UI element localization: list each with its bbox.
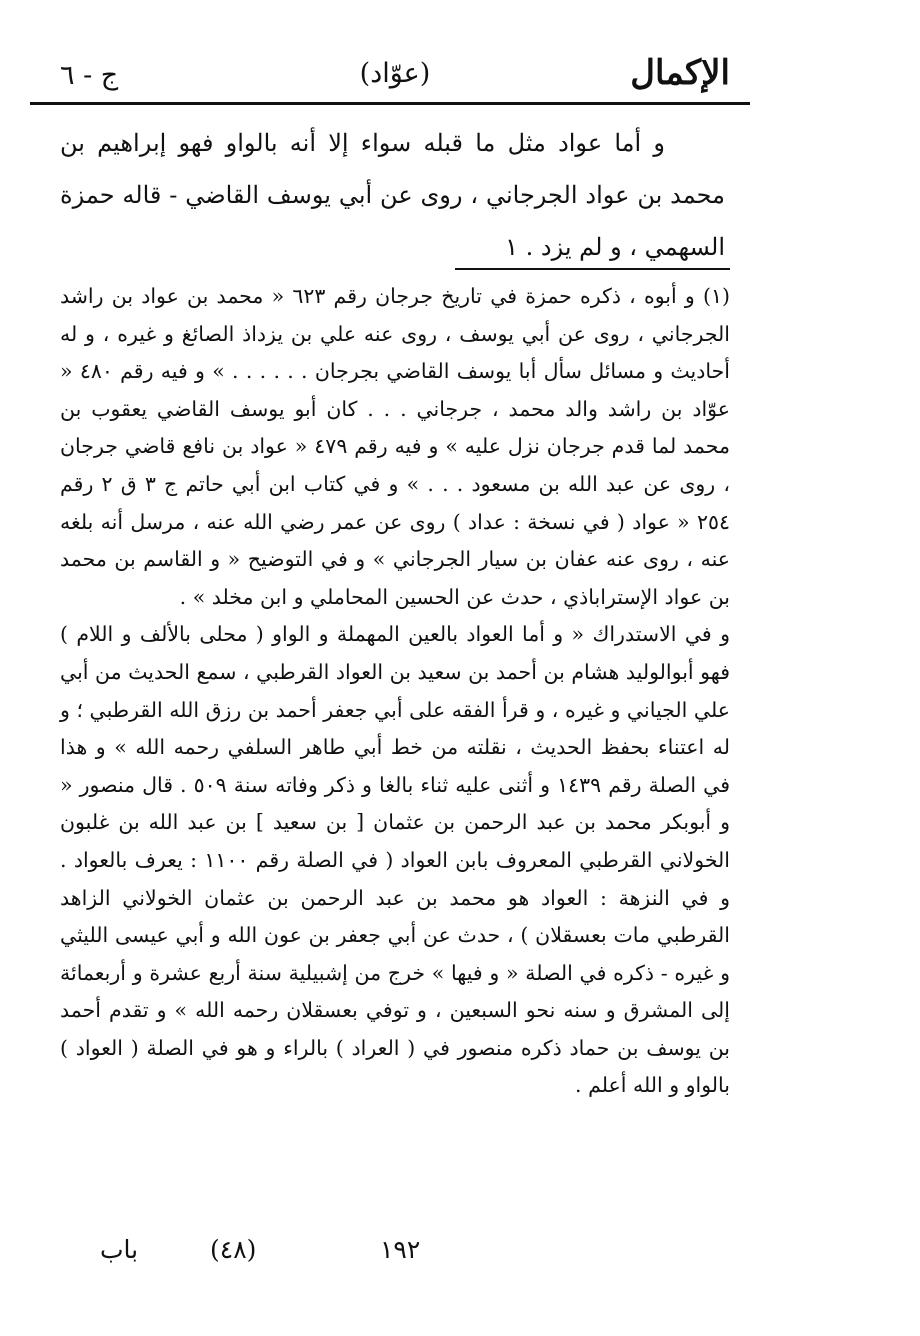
running-header — [60, 48, 730, 98]
main-text — [60, 117, 725, 273]
page-footer — [60, 1230, 730, 1270]
header-rule — [30, 102, 750, 105]
footnote-paragraph: (١) و أبوه ، ذكره حمزة في تاريخ جرجان رقم ٦٢٣ « محمد بن عواد بن راشد الجرجاني ، روى عن أبي يوسف ، روى عنه علي بن يزداذ الصائغ و غيره ، و له أحاديث و مسائل سأل أبا يوسف القاضي بجرجان . . . . . . » و فيه رقم ٤٨٠ « عوّاد بن راشد والد محمد ، جرجاني . . . كان أبو يوسف القاضي يعقوب بن محمد لما قدم جرجان نزل عليه » و فيه رقم ٤٧٩ « عواد بن نافع قاضي جرجان ، روى عن عبد الله بن مسعود . . . » و في كتاب ابن أبي حاتم ج ٣ ق ٢ رقم ٢٥٤ « عواد ( في نسخة : عداد ) روى عن عمر رضي الله عنه ، مرسل أنه بلغه عنه ، روى عنه عفان بن سيار الجرجاني » و في التوضيح « و القاسم بن محمد بن عواد الإستراباذي ، حدث عن الحسين المحاملي و ابن مخلد » . — [60, 284, 730, 609]
main-paragraph: و أما عواد مثل ما قبله سواء إلا أنه بالواو فهو إبراهيم بن محمد بن عواد الجرجاني ، روى عن أبي يوسف القاضي - قاله حمزة السهمي ، و لم يزد . ١ — [60, 129, 725, 261]
page-number: ١٩٢ — [380, 1235, 421, 1264]
entry-heading: (عوّاد) — [359, 58, 431, 89]
signature-mark: (٤٨) — [210, 1235, 257, 1264]
footnote-paragraph: و في الاستدراك « و أما العواد بالعين المهملة و الواو ( محلى بالألف و اللام ) فهو أبوالوليد هشام بن أحمد بن سعيد بن العواد القرطبي ، سمع الحديث من أبي علي الجياني و غيره ، و قرأ الفقه على أبي جعفر أحمد بن رزق الله القرطبي ؛ و له اعتناء بحفظ الحديث ، نقلته من خط أبي طاهر السلفي رحمه الله » و هذا في الصلة رقم ١٤٣٩ و أثنى عليه ثناء بالغا و ذكر وفاته سنة ٥٠٩ . قال منصور « و أبوبكر محمد بن عبد الرحمن بن عثمان [ بن سعيد ] بن عبد الله بن غلبون الخولاني القرطبي المعروف بابن العواد ( في الصلة رقم ١١٠٠ : يعرف بالعواد . و في النزهة : العواد هو محمد بن عبد الرحمن بن عثمان الخولاني الزاهد القرطبي مات بعسقلان ) ، حدث عن أبي جعفر بن عون الله و أبي عيسى الليثي و غيره - ذكره في الصلة « و فيها » خرج من إشبيلية سنة أربع عشرة و أربعمائة إلى المشرق و سنه نحو السبعين ، و توفي بعسقلان رحمه الله » و تقدم أحمد بن يوسف بن حماد ذكره منصور في ( العراد ) بالراء و هو في الصلة ( العواد ) بالواو و الله أعلم . — [60, 622, 731, 1098]
book-title: الإكمال — [630, 53, 730, 93]
footnotes — [60, 278, 730, 1105]
footnote-separator — [455, 268, 730, 270]
volume-number: ج - ٦ — [60, 60, 119, 91]
catchword: باب — [100, 1235, 139, 1264]
